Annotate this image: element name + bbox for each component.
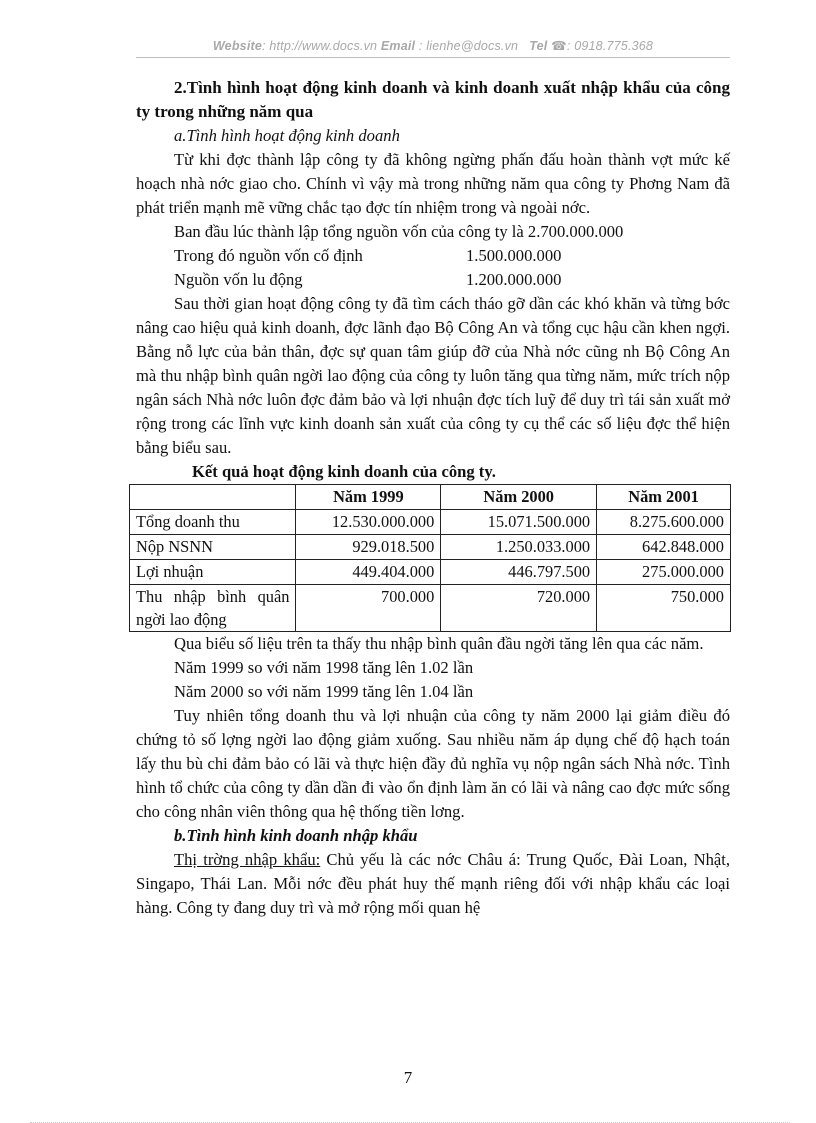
table-cell: 449.404.000 <box>296 560 441 585</box>
row-label: Nộp NSNN <box>130 535 296 560</box>
section-heading: 2.Tình hình hoạt động kinh doanh và kinh doanh xuất nhập khẩu của công ty trong những năm qua <box>136 78 730 121</box>
table-header-cell: Năm 2000 <box>441 485 597 510</box>
table-cell: 700.000 <box>296 585 441 632</box>
working-capital-label: Nguồn vốn lu động <box>174 270 303 289</box>
table-header-cell <box>130 485 296 510</box>
paragraph-1: Từ khi đợc thành lập công ty đã không ngừng phấn đấu hoàn thành vợt mức kế hoạch nhà nớc giao cho. Chính vì vậy mà trong những năm qua công ty Phơng Nam đã phát triển mạnh mẽ vững chắc tạo đợc tín nhiệm trong và ngoài nớc. <box>136 150 730 217</box>
market-label: Thị trờng nhập khẩu: <box>174 850 321 869</box>
table-row <box>130 535 731 560</box>
subheading-b: b.Tình hình kinh doanh nhập khẩu <box>174 826 418 845</box>
website-label: Website <box>212 39 263 53</box>
comparison-1999: Năm 1999 so với năm 1998 tăng lên 1.02 lần <box>174 658 474 677</box>
table-row <box>130 585 731 632</box>
table-cell: 642.848.000 <box>597 535 731 560</box>
working-capital-row <box>136 268 730 292</box>
header-divider <box>136 57 730 58</box>
fixed-capital-value: 1.500.000.000 <box>466 246 562 265</box>
tel-value: ☎: 0918.775.368 <box>547 39 654 53</box>
row-label: Lợi nhuận <box>130 560 296 585</box>
table-cell: 720.000 <box>441 585 597 632</box>
table-cell: 12.530.000.000 <box>296 510 441 535</box>
table-cell: 275.000.000 <box>597 560 731 585</box>
fixed-capital-row <box>136 244 730 268</box>
table-cell: 929.018.500 <box>296 535 441 560</box>
table-cell: 446.797.500 <box>441 560 597 585</box>
market-text: Chủ yếu là các nớc Châu á: Trung Quốc, Đài Loan, Nhật, Singapo, Thái Lan. Mỗi nớc đều phát huy thế mạnh riêng đối với nhập khẩu các loại hàng. Công ty đang duy trì và mở rộng mối quan hệ <box>136 850 730 917</box>
table-header-cell: Năm 2001 <box>597 485 731 510</box>
table-header-row <box>130 485 731 510</box>
working-capital-value: 1.200.000.000 <box>466 270 562 289</box>
table-cell: 750.000 <box>597 585 731 632</box>
subheading-a: a.Tình hình hoạt động kinh doanh <box>174 126 400 145</box>
page-number: 7 <box>403 1068 413 1087</box>
tel-label: Tel <box>529 39 548 53</box>
fixed-capital-label: Trong đó nguồn vốn cố định <box>174 246 363 265</box>
table-row <box>130 510 731 535</box>
row-label: Tổng doanh thu <box>130 510 296 535</box>
table-header-cell: Năm 1999 <box>296 485 441 510</box>
table-cell: 15.071.500.000 <box>441 510 597 535</box>
email-label: Email <box>380 39 416 53</box>
paragraph-4: Tuy nhiên tổng doanh thu và lợi nhuận của công ty năm 2000 lại giảm điều đó chứng tỏ số lợng ngời lao động giảm xuống. Sau nhiều năm áp dụng chế độ hạch toán lấy thu bù chi đảm bảo có lãi và thực hiện đầy đủ nghĩa vụ nộp ngân sách Nhà nớc. Tình hình tổ chức của công ty dần dần đi vào ổn định làm ăn có lãi và nâng cao đợc mức sống cho công nhân viên thông qua hệ thống tiền lơng. <box>136 706 730 821</box>
paragraph-2: Sau thời gian hoạt động công ty đã tìm cách tháo gỡ dần các khó khăn và từng bớc nâng cao hiệu quả kinh doanh, đợc lãnh đạo Bộ Công An và tổng cục hậu cần khen ngợi. Bằng nỗ lực của bản thân, đợc sự quan tâm giúp đỡ của Nhà nớc cũng nh Bộ Công An mà thu nhập bình quân ngời lao động của công ty luôn tăng qua từng năm, mức trích nộp ngân sách Nhà nớc luôn đợc đảm bảo và lợi nhuận đợc tích luỹ để duy trì tái sản xuất mở rộng trong các lĩnh vực kinh doanh sản xuất của công ty cụ thể các số liệu đợc thể hiện bằng biểu sau. <box>136 294 730 457</box>
row-label: Thu nhập bình quân ngời lao động <box>130 585 296 632</box>
capital-line: Ban đầu lúc thành lập tổng nguồn vốn của công ty là 2.700.000.000 <box>174 222 624 241</box>
table-row <box>130 560 731 585</box>
table-cell: 1.250.033.000 <box>441 535 597 560</box>
document-body <box>136 76 730 920</box>
paragraph-3: Qua biểu số liệu trên ta thấy thu nhập bình quân đầu ngời tăng lên qua các năm. <box>174 634 704 653</box>
table-cell: 8.275.600.000 <box>597 510 731 535</box>
paragraph-5 <box>136 848 730 920</box>
table-title: Kết quả hoạt động kinh doanh của công ty. <box>192 462 496 481</box>
email-value: : lienhe@docs.vn <box>415 39 519 53</box>
results-table <box>129 484 731 632</box>
website-value: : http://www.docs.vn <box>262 39 378 53</box>
page-header <box>136 38 730 53</box>
comparison-2000: Năm 2000 so với năm 1999 tăng lên 1.04 lần <box>174 682 474 701</box>
